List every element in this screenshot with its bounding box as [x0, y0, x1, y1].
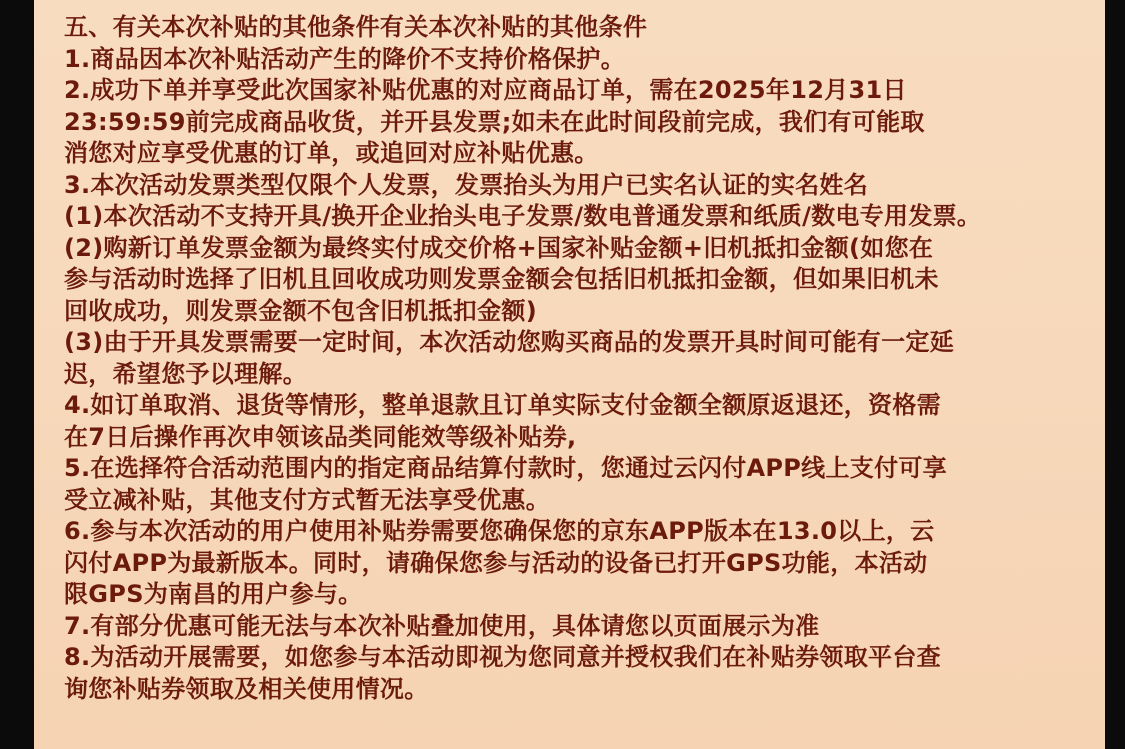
term-line: 7.有部分优惠可能无法与本次补贴叠加使用，具体请您以页面展示为准	[64, 611, 820, 640]
right-dark-border	[1105, 0, 1125, 749]
term-line: 4.如订单取消、退货等情形，整单退款且订单实际支付金额全额原返退还，资格需	[64, 391, 941, 419]
term-line: 回收成功，则发票金额不包含旧机抵扣金额)	[64, 296, 537, 325]
term-line: 闪付APP为最新版本。同时，请确保您参与活动的设备已打开GPS功能，本活动	[64, 548, 928, 577]
term-line: 2.成功下单并享受此次国家补贴优惠的对应商品订单，需在2025年12月31日	[64, 76, 907, 104]
left-dark-border	[0, 0, 34, 749]
terms-document	[34, 0, 1105, 749]
term-line: 迟，希望您予以理解。	[64, 359, 307, 388]
term-line: 8.为活动开展需要，如您参与本活动即视为您同意并授权我们在补贴券领取平台查	[64, 643, 941, 671]
term-line: (1)本次活动不支持开具/换开企业抬头电子发票/数电普通发票和纸质/数电专用发票。	[64, 202, 982, 230]
section-heading: 五、有关本次补贴的其他条件有关本次补贴的其他条件	[64, 13, 648, 41]
term-line: 询您补贴券领取及相关使用情况。	[64, 674, 429, 703]
term-line: 3.本次活动发票类型仅限个人发票，发票抬头为用户已实名认证的实名姓名	[64, 170, 869, 199]
term-line: (2)购新订单发票金额为最终实付成交价格+国家补贴金额+旧机抵扣金额(如您在	[64, 233, 934, 262]
term-line: 6.参与本次活动的用户使用补贴券需要您确保您的京东APP版本在13.0以上，云	[64, 517, 935, 545]
term-line: 23:59:59前完成商品收货，并开县发票;如未在此时间段前完成，我们有可能取	[64, 107, 925, 136]
term-line: 参与活动时选择了旧机且回收成功则发票金额会包括旧机抵扣金额，但如果旧机未	[64, 265, 939, 293]
terms-text-body	[64, 12, 1094, 705]
term-line: 受立减补贴，其他支付方式暂无法享受优惠。	[64, 485, 550, 514]
term-line: (3)由于开具发票需要一定时间，本次活动您购买商品的发票开具时间可能有一定延	[64, 328, 955, 356]
term-line: 限GPS为南昌的用户参与。	[64, 580, 363, 608]
term-line: 消您对应享受优惠的订单，或追回对应补贴优惠。	[64, 139, 599, 167]
term-line: 5.在选择符合活动范围内的指定商品结算付款时，您通过云闪付APP线上支付可享	[64, 454, 947, 482]
term-line: 1.商品因本次补贴活动产生的降价不支持价格保护。	[64, 44, 626, 73]
term-line: 在7日后操作再次申领该品类同能效等级补贴券,	[64, 422, 577, 451]
